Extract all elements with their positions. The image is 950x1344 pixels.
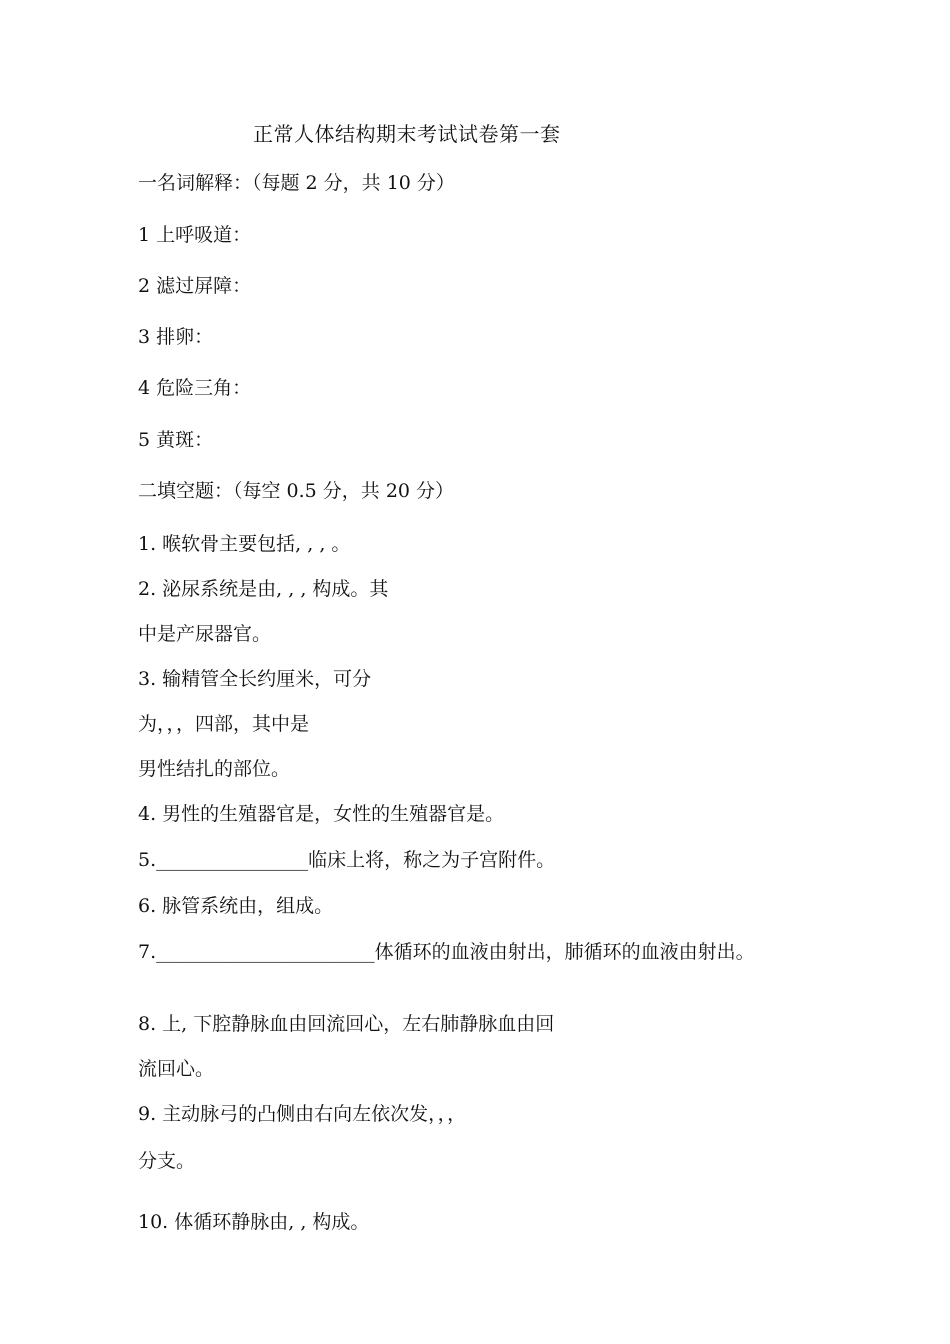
question-line: 8. 上, 下腔静脉血由回流回心，左右肺静脉血由回 — [138, 1013, 555, 1035]
definition-item: 1 上呼吸道： — [138, 224, 252, 246]
question-line: 5.________________临床上将，称之为子宫附件。 — [138, 849, 556, 871]
question-line: 男性结扎的部位。 — [138, 758, 291, 780]
question-line: 中是产尿器官。 — [138, 623, 272, 645]
section-heading-definitions: 一名词解释：（每题 2 分，共 10 分） — [138, 172, 455, 194]
question-line: 2. 泌尿系统是由, , , 构成。其 — [138, 578, 389, 600]
definition-item: 2 滤过屏障： — [138, 275, 252, 297]
definition-item: 3 排卵： — [138, 326, 214, 348]
definition-item: 5 黄斑： — [138, 429, 214, 451]
definition-item: 4 危险三角： — [138, 377, 252, 399]
section-heading-fill-in: 二填空题：（每空 0.5 分，共 20 分） — [138, 480, 455, 502]
document-title: 正常人体结构期末考试试卷第一套 — [253, 122, 561, 146]
question-line: 10. 体循环静脉由, , 构成。 — [138, 1211, 370, 1233]
question-line: 分支。 — [138, 1150, 196, 1172]
question-line: 7._______________________体循环的血液由射出，肺循环的血液由射出。 — [138, 941, 755, 963]
question-line: 3. 输精管全长约厘米，可分 — [138, 668, 372, 690]
question-line: 1. 喉软骨主要包括, , , 。 — [138, 533, 351, 555]
question-line: 6. 脉管系统由，组成。 — [138, 895, 334, 917]
question-line: 4. 男性的生殖器官是，女性的生殖器官是。 — [138, 803, 505, 825]
question-line: 9. 主动脉弓的凸侧由右向左依次发，，， — [138, 1103, 467, 1125]
question-line: 为，，，四部，其中是 — [138, 713, 310, 735]
question-line: 流回心。 — [138, 1058, 215, 1080]
